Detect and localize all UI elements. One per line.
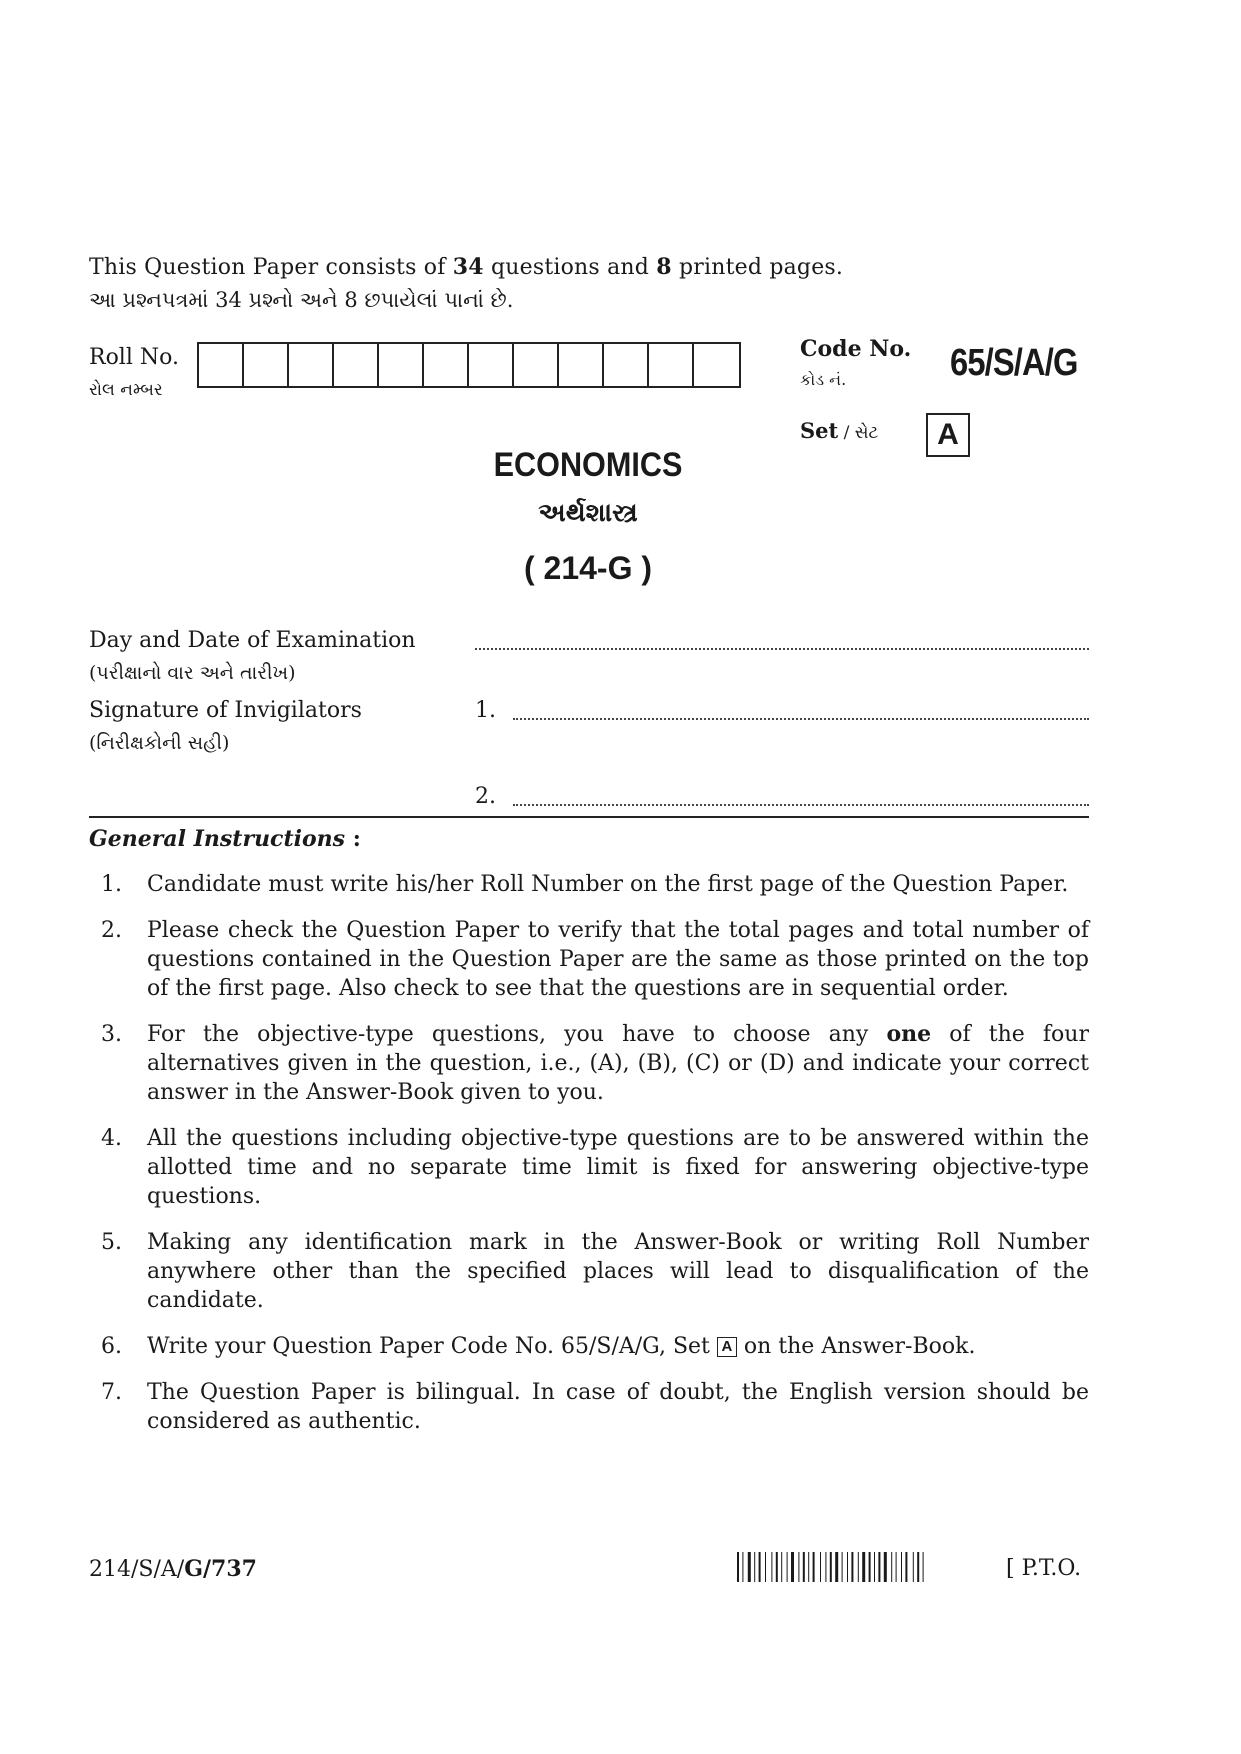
instructions-heading-text: General Instructions <box>89 826 346 852</box>
roll-number-box[interactable] <box>649 344 694 386</box>
set-label-en: Set <box>800 418 839 443</box>
instruction-text: All the questions including objective-type questions are to be answered within the allotted time and no separate time limit is fixed for answering objective-type questions. <box>147 1126 1089 1209</box>
instruction-item <box>89 1378 1089 1436</box>
roll-number-label: Roll No. <box>89 345 179 370</box>
roll-number-box[interactable] <box>199 344 244 386</box>
roll-number-box[interactable] <box>379 344 424 386</box>
exam-date-label-gujarati: (પરીક્ષાનો વાર અને તારીખ) <box>89 662 296 684</box>
instruction-number: 3. <box>101 1022 122 1047</box>
code-number-label-gujarati: કોડ નં. <box>800 370 847 389</box>
footer-code-sep: / <box>202 1556 212 1582</box>
instructions-heading-colon: : <box>345 826 361 852</box>
barcode-icon <box>737 1552 999 1582</box>
roll-number-box[interactable] <box>559 344 604 386</box>
invigilator-signature-label-gujarati: (નિરીક્ષકોની સહી) <box>89 732 230 754</box>
signature-1-field[interactable] <box>513 718 1089 720</box>
roll-number-box[interactable] <box>289 344 334 386</box>
instruction-item <box>89 870 1089 899</box>
footer-paper-code <box>89 1556 257 1582</box>
instruction-item <box>89 916 1089 1003</box>
instruction-number: 7. <box>101 1380 122 1405</box>
instruction-text-part: For the objective-type questions, you have to choose any <box>147 1022 887 1047</box>
summary-post: printed pages. <box>671 255 844 280</box>
instruction-item <box>89 1332 1089 1361</box>
instruction-text <box>147 1020 1089 1107</box>
signature-2-number: 2. <box>475 784 496 809</box>
exam-date-field[interactable] <box>475 648 1089 650</box>
code-number-label: Code No. <box>800 336 912 362</box>
subject-code: ( 214-G ) <box>523 550 653 586</box>
summary-pre: This Question Paper consists of <box>89 255 453 280</box>
instructions-list <box>89 870 1089 1453</box>
instructions-heading <box>89 826 361 852</box>
summary-mid: questions and <box>483 255 657 280</box>
set-label <box>800 418 878 443</box>
set-label-gujarati: / સેટ <box>838 423 879 443</box>
instruction-text: The Question Paper is bilingual. In case of doubt, the English version should be considered as authentic. <box>147 1380 1089 1434</box>
code-number-value: 65/S/A/G <box>950 342 1078 384</box>
roll-number-box[interactable] <box>244 344 289 386</box>
instruction-number: 5. <box>101 1230 122 1255</box>
exam-date-label: Day and Date of Examination <box>89 628 416 653</box>
instruction-number: 1. <box>101 872 122 897</box>
roll-number-boxes[interactable] <box>197 342 741 388</box>
instruction-item <box>89 1228 1089 1315</box>
section-divider <box>89 816 1089 818</box>
instruction-text-part: on the Answer-Book. <box>736 1334 976 1359</box>
subject-title: ECONOMICS <box>493 446 683 484</box>
signature-1-number: 1. <box>475 698 496 723</box>
set-inline-box: A <box>717 1337 737 1357</box>
set-value-box: A <box>926 413 970 457</box>
instruction-number: 4. <box>101 1126 122 1151</box>
instruction-text-part: Write your Question Paper Code No. 65/S/A/G, Set <box>147 1334 717 1359</box>
instruction-text: Making any identification mark in the Answer-Book or writing Roll Number anywhere other than the specified places will lead to disqualification of the candidate. <box>147 1230 1089 1313</box>
footer-code-g: G <box>184 1556 203 1582</box>
instruction-emphasis: one <box>886 1021 932 1047</box>
roll-number-box[interactable] <box>469 344 514 386</box>
question-count: 34 <box>452 254 484 280</box>
instruction-text-part: of the four alternatives given in the question, i.e., (A), (B), (C) or (D) and indicate your correct answer in the Answer-Book given to you. <box>147 1022 1089 1105</box>
roll-number-box[interactable] <box>424 344 469 386</box>
instruction-item <box>89 1124 1089 1211</box>
paper-summary <box>89 254 843 280</box>
instruction-number: 6. <box>101 1334 122 1359</box>
instruction-number: 2. <box>101 918 122 943</box>
roll-number-box[interactable] <box>604 344 649 386</box>
signature-2-field[interactable] <box>513 804 1089 806</box>
footer-code-number: 737 <box>211 1556 257 1582</box>
instruction-text: Please check the Question Paper to verify that the total pages and total number of questions contained in the Question Paper are the same as those printed on the top of the first page. Also check to see that the questions are in sequential order. <box>147 918 1089 1001</box>
paper-summary-gujarati: આ પ્રશ્નપત્રમાં 34 પ્રશ્નો અને 8 છપાયેલાં પાનાં છે. <box>89 288 514 312</box>
instruction-text: Candidate must write his/her Roll Number on the first page of the Question Paper. <box>147 872 1069 897</box>
roll-number-box[interactable] <box>514 344 559 386</box>
roll-number-label-gujarati: રોલ નમ્બર <box>89 380 163 400</box>
roll-number-box[interactable] <box>334 344 379 386</box>
instruction-item <box>89 1020 1089 1107</box>
roll-number-box[interactable] <box>694 344 739 386</box>
footer-code-part: 214/S/A/ <box>89 1557 185 1582</box>
invigilator-signature-label: Signature of Invigilators <box>89 698 362 723</box>
subject-title-gujarati: અર્થશાસ્ત્ર <box>538 498 638 528</box>
page-count: 8 <box>656 254 672 280</box>
please-turn-over: [ P.T.O. <box>1006 1556 1082 1581</box>
instruction-text <box>147 1332 1089 1361</box>
